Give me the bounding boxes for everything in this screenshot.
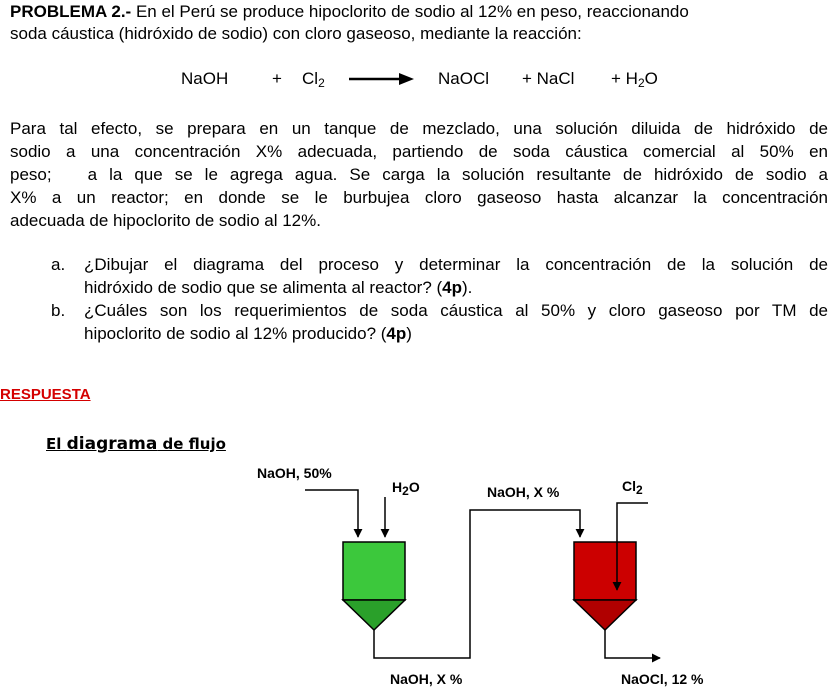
answer-heading: RESPUESTA xyxy=(0,386,91,403)
paragraph-line-3: peso; a la que se le agrega agua. Se carga la solución resultante de hidróxido de sodio a xyxy=(10,165,828,184)
paragraph-line-5: adecuada de hipoclorito de sodio al 12%. xyxy=(10,211,321,230)
label-water: $H_2O$ xyxy=(392,479,420,498)
item-a-line-2: hidróxido de sodio que se alimenta al reactor? (4p). xyxy=(84,278,473,297)
reaction-plus: + xyxy=(272,69,282,88)
product-naocl: NaOCl xyxy=(438,69,490,88)
reactor-tank xyxy=(574,542,636,630)
paragraph-line-4: X% a un reactor; en donde se le burbujea cloro gaseoso hasta alcanzar la concentración xyxy=(10,188,828,207)
product-out-line xyxy=(605,630,660,658)
mixing-tank xyxy=(343,542,405,630)
label-naoh-50: NaOH, 50% xyxy=(257,465,332,481)
problem-title: PROBLEMA 2.- xyxy=(10,2,132,21)
item-b-line-1: ¿Cuáles son los requerimientos de soda cáustica al 50% y cloro gaseoso por TM de xyxy=(84,301,828,320)
label-reactor-feed: NaOH, X % xyxy=(487,484,560,500)
diagram-subheading: El diagrama de flujo xyxy=(46,434,226,454)
item-a-marker: a. xyxy=(51,255,66,274)
item-b-points: 4p xyxy=(386,324,407,343)
label-mixer-out: NaOH, X % xyxy=(390,671,463,687)
reaction-arrow xyxy=(349,73,414,85)
paragraph-line-2: sodio a una concentración X% adecuada, partiendo de soda cáustica comercial al 50% en xyxy=(10,142,828,161)
item-a-points: 4p xyxy=(442,278,462,297)
product-nacl: + NaCl xyxy=(522,69,575,88)
item-b-marker: b. xyxy=(51,301,66,320)
reactant-cl2: $Cl_2$ xyxy=(302,69,325,90)
paragraph-line-1: Para tal efecto, se prepara en un tanque de mezclado, una solución diluida de hidróxido de xyxy=(10,119,828,138)
item-b-line-2: hipoclorito de sodio al 12% producido? (4p) xyxy=(84,324,412,343)
naoh-50-feed-line xyxy=(305,490,358,537)
label-chlorine: $Cl_2$ xyxy=(622,478,643,497)
product-water: + $H_2O$ xyxy=(611,69,658,90)
problem-line-2: soda cáustica (hidróxido de sodio) con cloro gaseoso, mediante la reacción: xyxy=(10,24,582,43)
label-product: NaOCl, 12 % xyxy=(621,671,704,687)
reactant-naoh: NaOH xyxy=(181,69,229,88)
item-a-line-1: ¿Dibujar el diagrama del proceso y determinar la concentración de la solución de xyxy=(84,255,828,274)
problem-intro-1: En el Perú se produce hipoclorito de sodio al 12% en peso, reaccionando xyxy=(131,2,689,21)
